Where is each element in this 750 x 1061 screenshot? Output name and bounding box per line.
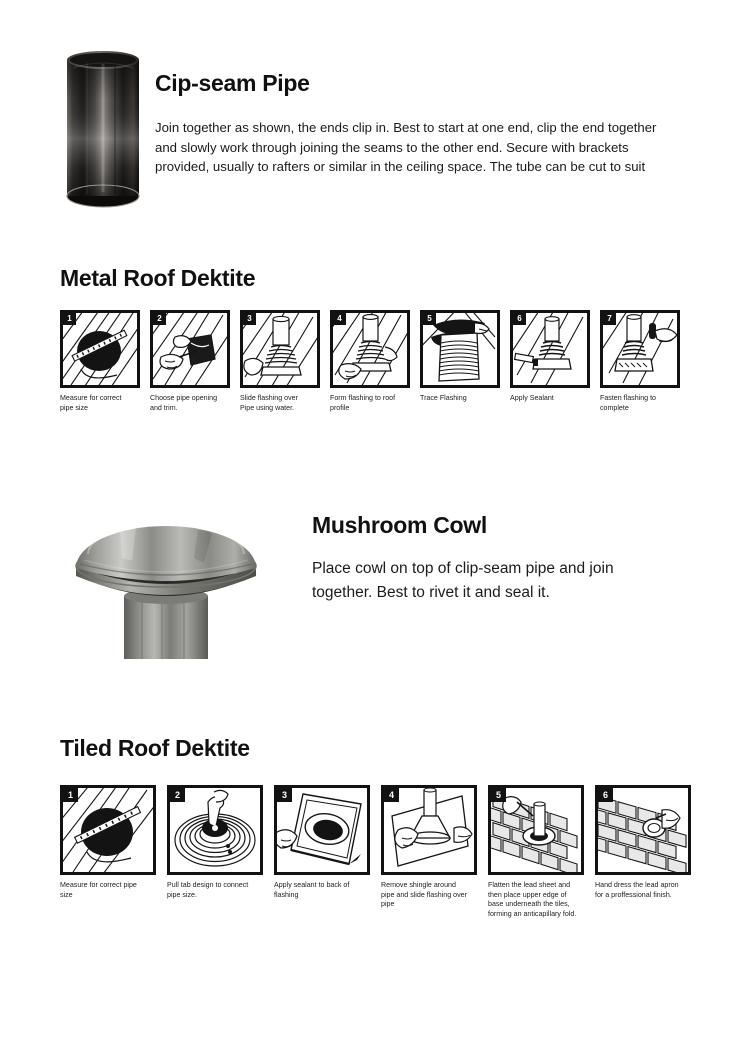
clip-seam-pipe-body: Join together as shown, the ends clip in. Best to start at one end, clip the end together and slowly work through joining the seams to the other end. Secure with brackets provided, usually to rafters or similar in the ceiling space. The tube can be cut to suit <box>155 120 657 174</box>
clip-seam-pipe-photo <box>63 48 143 210</box>
tiled-step-2-number: 2 <box>170 788 185 802</box>
metal-step-4-illustration <box>330 310 410 388</box>
metal-step-5-number: 5 <box>423 313 436 325</box>
metal-step-1 <box>60 310 140 413</box>
metal-step-4-caption: Form flashing to roof profile <box>330 394 396 412</box>
mushroom-cowl-text-block <box>312 512 642 621</box>
tiled-step-5-caption: Flatten the lead sheet and then place upper edge of base underneath the tiles, forming an anticapillary fold. <box>488 881 577 918</box>
tiled-step-5-illustration <box>488 785 584 875</box>
metal-step-6-illustration <box>510 310 590 388</box>
metal-step-7-illustration <box>600 310 680 388</box>
tiled-step-3-illustration <box>274 785 370 875</box>
metal-step-3-number: 3 <box>243 313 256 325</box>
tiled-step-2-illustration <box>167 785 263 875</box>
tiled-step-5 <box>488 785 584 919</box>
metal-step-5-caption: Trace Flashing <box>420 394 467 402</box>
tiled-step-6 <box>595 785 691 919</box>
tiled-step-3-number: 3 <box>277 788 292 802</box>
tiled-step-4 <box>381 785 477 919</box>
metal-step-1-illustration <box>60 310 140 388</box>
metal-step-4-number: 4 <box>333 313 346 325</box>
metal-step-3 <box>240 310 320 413</box>
metal-step-6 <box>510 310 590 413</box>
tiled-step-4-illustration <box>381 785 477 875</box>
tiled-step-4-caption: Remove shingle around pipe and slide flashing over pipe <box>381 881 467 909</box>
clip-seam-pipe-section <box>0 0 750 250</box>
tiled-step-1-caption: Measure for correct pipe size <box>60 881 137 899</box>
tiled-step-1-number: 1 <box>63 788 78 802</box>
tiled-step-6-caption: Hand dress the lead apron for a proffessional finish. <box>595 881 679 899</box>
clip-seam-pipe-title: Cip-seam Pipe <box>155 70 310 96</box>
clip-seam-pipe-text-block <box>155 70 660 190</box>
metal-steps-row <box>60 310 692 413</box>
metal-step-2 <box>150 310 230 413</box>
tiled-step-2 <box>167 785 263 919</box>
tiled-roof-dektite-steps <box>60 785 692 919</box>
metal-roof-dektite-title: Metal Roof Dektite <box>60 265 256 291</box>
metal-step-1-caption: Measure for correct pipe size <box>60 394 122 412</box>
metal-step-5-illustration <box>420 310 500 388</box>
tiled-steps-row <box>60 785 692 919</box>
metal-step-4 <box>330 310 410 413</box>
metal-step-2-caption: Choose pipe opening and trim. <box>150 394 218 412</box>
tiled-step-6-number: 6 <box>598 788 613 802</box>
tiled-step-6-illustration <box>595 785 691 875</box>
metal-roof-dektite-steps <box>60 310 692 413</box>
metal-step-2-number: 2 <box>153 313 166 325</box>
tiled-roof-dektite-title: Tiled Roof Dektite <box>60 735 250 761</box>
metal-step-6-number: 6 <box>513 313 526 325</box>
metal-step-7 <box>600 310 680 413</box>
tiled-step-5-number: 5 <box>491 788 506 802</box>
metal-step-1-number: 1 <box>63 313 76 325</box>
tiled-step-4-number: 4 <box>384 788 399 802</box>
tiled-step-1 <box>60 785 156 919</box>
mushroom-cowl-section <box>0 500 750 700</box>
metal-step-7-caption: Fasten flashing to complete <box>600 394 656 412</box>
mushroom-cowl-photo <box>58 518 273 663</box>
metal-step-7-number: 7 <box>603 313 616 325</box>
metal-step-2-illustration <box>150 310 230 388</box>
metal-step-3-caption: Slide flashing over Pipe using water. <box>240 394 298 412</box>
mushroom-cowl-title: Mushroom Cowl <box>312 512 487 538</box>
metal-step-6-caption: Apply Sealant <box>510 394 554 402</box>
metal-step-3-illustration <box>240 310 320 388</box>
tiled-step-1-illustration <box>60 785 156 875</box>
tiled-step-3 <box>274 785 370 919</box>
metal-step-5 <box>420 310 500 413</box>
tiled-step-3-caption: Apply sealant to back of flashing <box>274 881 350 899</box>
tiled-step-2-caption: Pull tab design to connect pipe size. <box>167 881 249 899</box>
mushroom-cowl-body: Place cowl on top of clip-seam pipe and join together. Best to rivet it and seal it. <box>312 560 614 601</box>
